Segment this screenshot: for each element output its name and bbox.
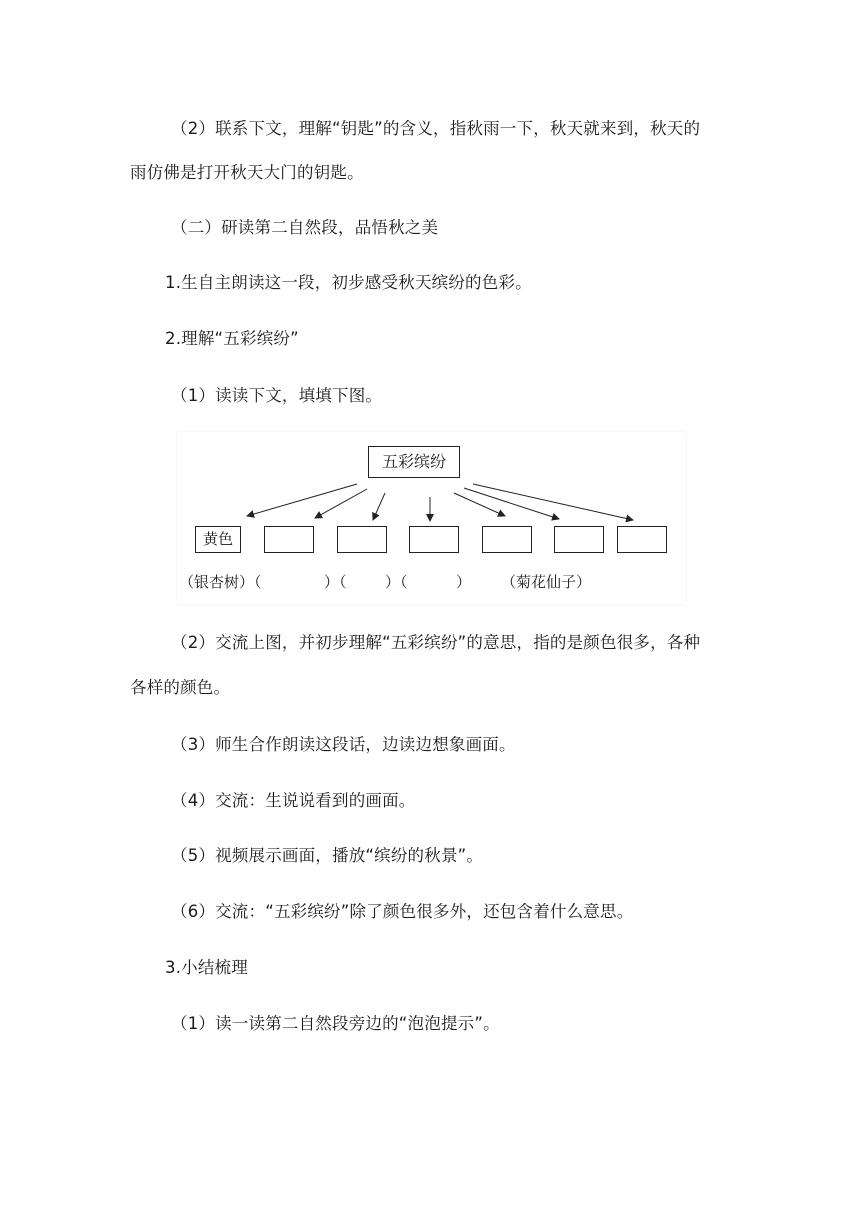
color-box-blank (264, 526, 314, 553)
arrow-2 (315, 489, 367, 518)
section-heading: （二）研读第二自然段，品悟秋之美 (171, 218, 439, 237)
arrow-5 (454, 493, 505, 516)
paragraph-line: （1）读一读第二自然段旁边的“泡泡提示”。 (171, 1014, 500, 1033)
paragraph-line: （6）交流：“五彩缤纷”除了颜色很多外，还包含着什么意思。 (171, 902, 634, 921)
paragraph-line: （2）交流上图，并初步理解“五彩缤纷”的意思，指的是颜色很多，各种 (171, 633, 701, 652)
diagram-label: （菊花仙子） (501, 573, 592, 591)
paragraph-line: （3）师生合作朗读这段话，边读边想象画面。 (171, 735, 516, 754)
diagram-label: ） (456, 573, 472, 591)
color-box-blank (554, 526, 604, 553)
paragraph-line: （5）视频展示画面，播放“缤纷的秋景”。 (171, 846, 484, 865)
paragraph-line: 各样的颜色。 (130, 678, 231, 697)
paragraph-line: （2）联系下文，理解“钥匙”的含义，指秋雨一下，秋天就来到，秋天的 (171, 119, 701, 138)
arrow-1 (247, 484, 357, 516)
diagram-label: （银杏树）（ (179, 573, 262, 591)
paragraph-line: （1）读读下文，填填下图。 (171, 386, 383, 405)
arrow-7 (473, 484, 633, 520)
paragraph-line: （4）交流：生说说看到的画面。 (171, 791, 416, 810)
color-box-blank (409, 526, 459, 553)
color-box-blank (337, 526, 387, 553)
diagram-title-box: 五彩缤纷 (368, 446, 460, 478)
paragraph-line: 2.理解“五彩缤纷” (165, 329, 299, 348)
color-box-blank (617, 526, 667, 553)
color-box: 黄色 (195, 526, 241, 553)
diagram-label: ）（ (385, 573, 408, 591)
arrow-3 (373, 493, 385, 520)
color-box-blank (482, 526, 532, 553)
color-diagram (177, 432, 685, 604)
paragraph-line: 1.生自主朗读这一段，初步感受秋天缤纷的色彩。 (165, 273, 532, 292)
diagram-label: ）（ (324, 573, 347, 591)
paragraph-line: 雨仿佛是打开秋天大门的钥匙。 (130, 163, 364, 182)
section-heading: 3.小结梳理 (165, 958, 248, 977)
